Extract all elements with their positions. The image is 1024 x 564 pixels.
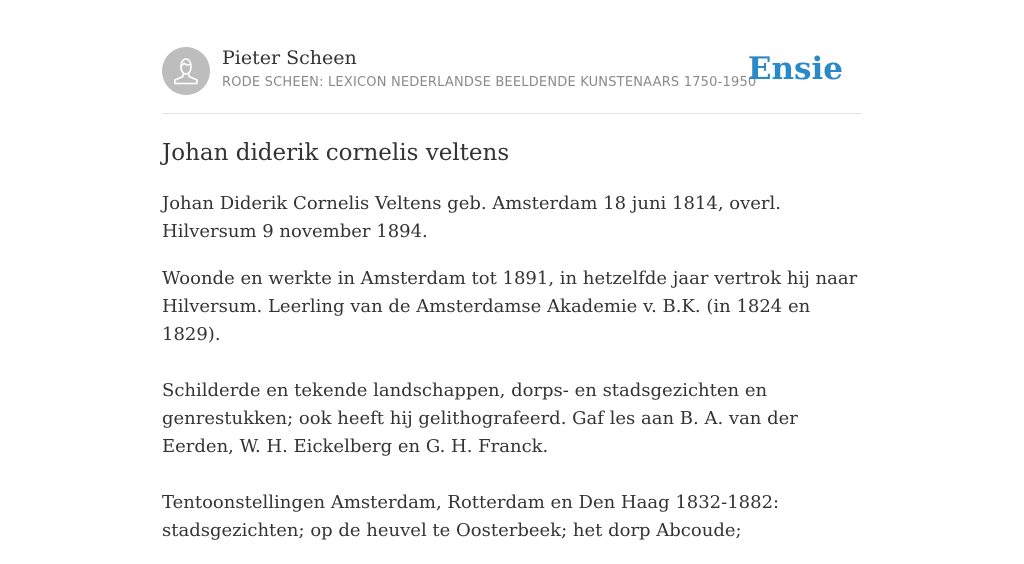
paragraph: Tentoonstellingen Amsterdam, Rotterdam en Den Haag 1832-1882: stadsgezichten; op de heuvel te Oosterbeek; het dorp Abcoude;	[162, 492, 780, 541]
paragraph: Schilderde en tekende landschappen, dorps- en stadsgezichten en genrestukken; ook heeft hij gelithografeerd. Gaf les aan B. A. van der Eerden, W. H. Eickelberg en G. H. Franck.	[162, 380, 798, 457]
article-title: Johan diderik cornelis veltens	[162, 140, 510, 166]
paragraph: Johan Diderik Cornelis Veltens geb. Amsterdam 18 juni 1814, overl. Hilversum 9 november 1894.	[162, 193, 782, 242]
user-silhouette-icon	[162, 47, 210, 95]
article-body	[162, 190, 862, 564]
author-name[interactable]: Pieter Scheen	[222, 47, 357, 69]
ensie-logo[interactable]: Ensie	[747, 51, 843, 87]
author-avatar[interactable]	[162, 47, 210, 95]
paragraph: Woonde en werkte in Amsterdam tot 1891, in hetzelfde jaar vertrok hij naar Hilversum. Leerling van de Amsterdamse Akademie v. B.K. (in 1824 en 1829).	[162, 268, 858, 345]
source-title[interactable]: RODE SCHEEN: LEXICON NEDERLANDSE BEELDENDE KUNSTENAARS 1750-1950	[222, 75, 757, 90]
content-container	[162, 0, 862, 541]
article-header	[162, 0, 862, 114]
